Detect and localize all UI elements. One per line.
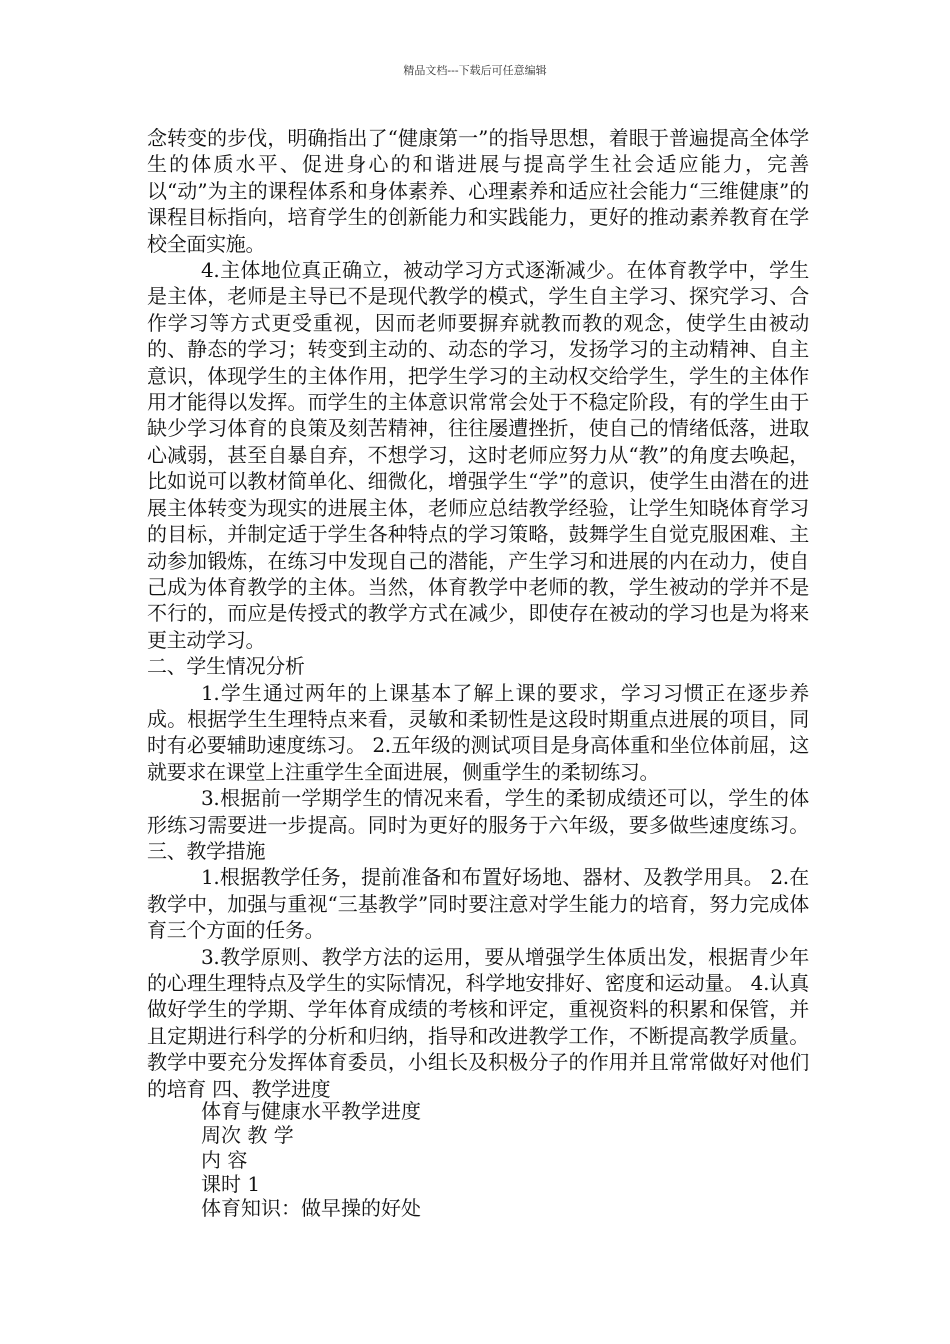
section-heading-student-analysis: 二、学生情况分析 <box>147 654 305 679</box>
paragraph-student-subject: 4.主体地位真正确立，被动学习方式逐渐减少。在体育教学中，学生是主体，老师是主导已不是现代教学的模式，学生自主学习、探究学习、合作学习等方式更受重视，因而老师要摒弃就教而教的观念，使学生由被动的、静态的学习；转变到主动的、动态的学习，发扬学习的主动精神、自主意识，体现学生的主体作用，把学生学习的主动权交给学生，学生的主体作用才能得以发挥。而学生的主体意识常常会处于不稳定阶段，有的学生由于缺少学习体育的良策及刻苦精神，往往屡遭挫折，使自己的情绪低落，进取心减弱，甚至自暴自弃，不想学习，这时老师应努力从“教”的角度去唤起，比如说可以教材简单化、细微化，增强学生“学”的意识，使学生由潜在的进展主体转变为现实的进展主体，老师应总结教学经验，让学生知晓体育学习的目标，并制定适于学生各种特点的学习策略，鼓舞学生自觉克服困难、主动参加锻炼，在练习中发现自己的潜能，产生学习和进展的内在动力，使自己成为体育教学的主体。当然，体育教学中老师的教，学生被动的学并不是不行的，而应是传授式的教学方式在减少，即使存在被动的学习也是为将来更主动学习。 <box>147 258 809 652</box>
schedule-content-header: 内 容 <box>201 1147 248 1172</box>
document-body <box>147 125 809 1102</box>
paragraph-health-first: 念转变的步伐，明确指出了“健康第一”的指导思想，着眼于普遍提高全体学生的体质水平、促进身心的和谐进展与提高学生社会适应能力，完善以“动”为主的课程体系和身体素养、心理素养和适应社会能力“三维健康”的课程目标指向，培育学生的创新能力和实践能力，更好的推动素养教育在学校全面实施。 <box>147 126 809 256</box>
schedule-first-topic: 体育知识：做早操的好处 <box>201 1196 421 1221</box>
paragraph-measures-1-2: 1.根据教学任务，提前准备和布置好场地、器材、及教学用具。 2.在教学中，加强与重视“三基教学”同时要注意对学生能力的培育，努力完成体育三个方面的任务。 <box>147 865 809 943</box>
paragraph-measures-3-4: 3.教学原则、教学方法的运用，要从增强学生体质出发，根据青少年的心理生理特点及学生的实际情况，科学地安排好、密度和运动量。 4.认真做好学生的学期、学年体育成绩的考核和评定，重视资料的积累和保管，并且定期进行科学的分析和归纳，指导和改进教学工作，不断提高教学质量。教学中要充分发挥体育委员，小组长及积极分子的作用并且常常做好对他们的培育 四、教学进度 <box>147 944 809 1101</box>
paragraph-analysis-3: 3.根据前一学期学生的情况来看，学生的柔韧成绩还可以，学生的体形练习需要进一步提高。同时为更好的服务于六年级，要多做些速度练习。 三、教学措施 <box>147 786 809 863</box>
schedule-lesson-count: 课时 1 <box>201 1171 261 1196</box>
page-header: 精品文档---下载后可任意编辑 <box>403 64 547 77</box>
paragraph-analysis-1-2: 1.学生通过两年的上课基本了解上课的要求，学习习惯正在逐步养成。根据学生生理特点来看，灵敏和柔韧性是这段时期重点进展的项目，同时有必要辅助速度练习。 2.五年级的测试项目是身高体重和坐位体前屈，这就要求在课堂上注重学生全面进展，侧重学生的柔韧练习。 <box>147 680 809 784</box>
schedule-week-header: 周次 教 学 <box>201 1123 294 1148</box>
teaching-schedule <box>201 1099 801 1220</box>
schedule-title: 体育与健康水平教学进度 <box>201 1099 421 1123</box>
